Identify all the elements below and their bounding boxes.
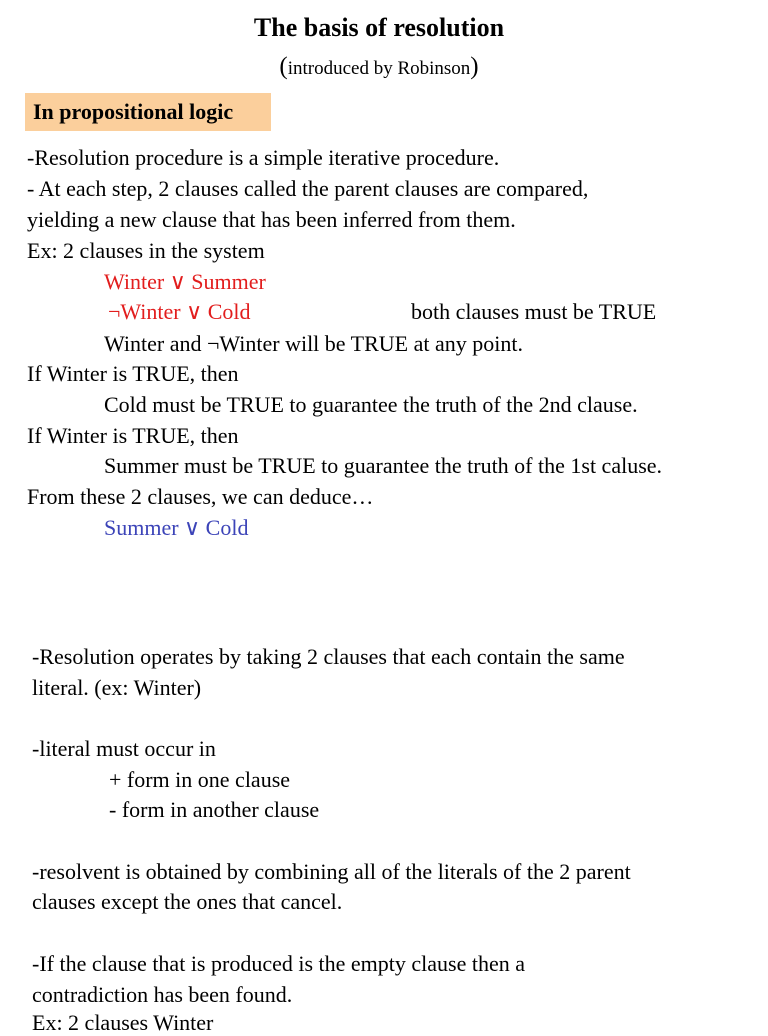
text-line: clauses except the ones that cancel. [32, 889, 343, 914]
subtitle-close-paren: ) [470, 53, 479, 80]
text-line: From these 2 clauses, we can deduce… [27, 484, 374, 509]
text-line: -resolvent is obtained by combining all of the literals of the 2 parent [32, 859, 631, 884]
text-line: -literal must occur in [32, 736, 216, 761]
text-line: yielding a new clause that has been inferred from them. [27, 207, 516, 232]
text-line: -If the clause that is produced is the empty clause then a [32, 951, 525, 976]
clauses-note: both clauses must be TRUE [411, 299, 657, 324]
text-line: contradiction has been found. [32, 982, 293, 1007]
text-line: + form in one clause [109, 767, 291, 792]
text-line: -Resolution operates by taking 2 clauses that each contain the same [32, 644, 625, 669]
text-line: - form in another clause [109, 797, 320, 822]
text-line: If Winter is TRUE, then [27, 423, 239, 448]
text-line: literal. (ex: Winter) [32, 675, 202, 700]
clause-two: ¬Winter ∨ Cold [108, 299, 251, 324]
text-line: -Resolution procedure is a simple iterative procedure. [27, 145, 500, 170]
text-line: - At each step, 2 clauses called the parent clauses are compared, [27, 176, 589, 201]
text-line: If Winter is TRUE, then [27, 361, 239, 386]
page-subtitle [0, 54, 758, 82]
text-line: Cold must be TRUE to guarantee the truth of the 2nd clause. [104, 392, 638, 417]
subtitle-text: introduced by Robinson [287, 58, 471, 79]
text-line: Summer must be TRUE to guarantee the truth of the 1st caluse. [104, 453, 663, 478]
text-line: Winter and ¬Winter will be TRUE at any point. [104, 331, 523, 356]
text-line: Ex: 2 clauses Winter [32, 1010, 214, 1035]
page-title: The basis of resolution [253, 13, 505, 42]
clause-one: Winter ∨ Summer [104, 269, 266, 294]
subtitle-open-paren: ( [279, 53, 288, 80]
text-line: Ex: 2 clauses in the system [27, 238, 265, 263]
resolvent-clause: Summer ∨ Cold [104, 515, 249, 540]
section-heading: In propositional logic [33, 99, 234, 124]
